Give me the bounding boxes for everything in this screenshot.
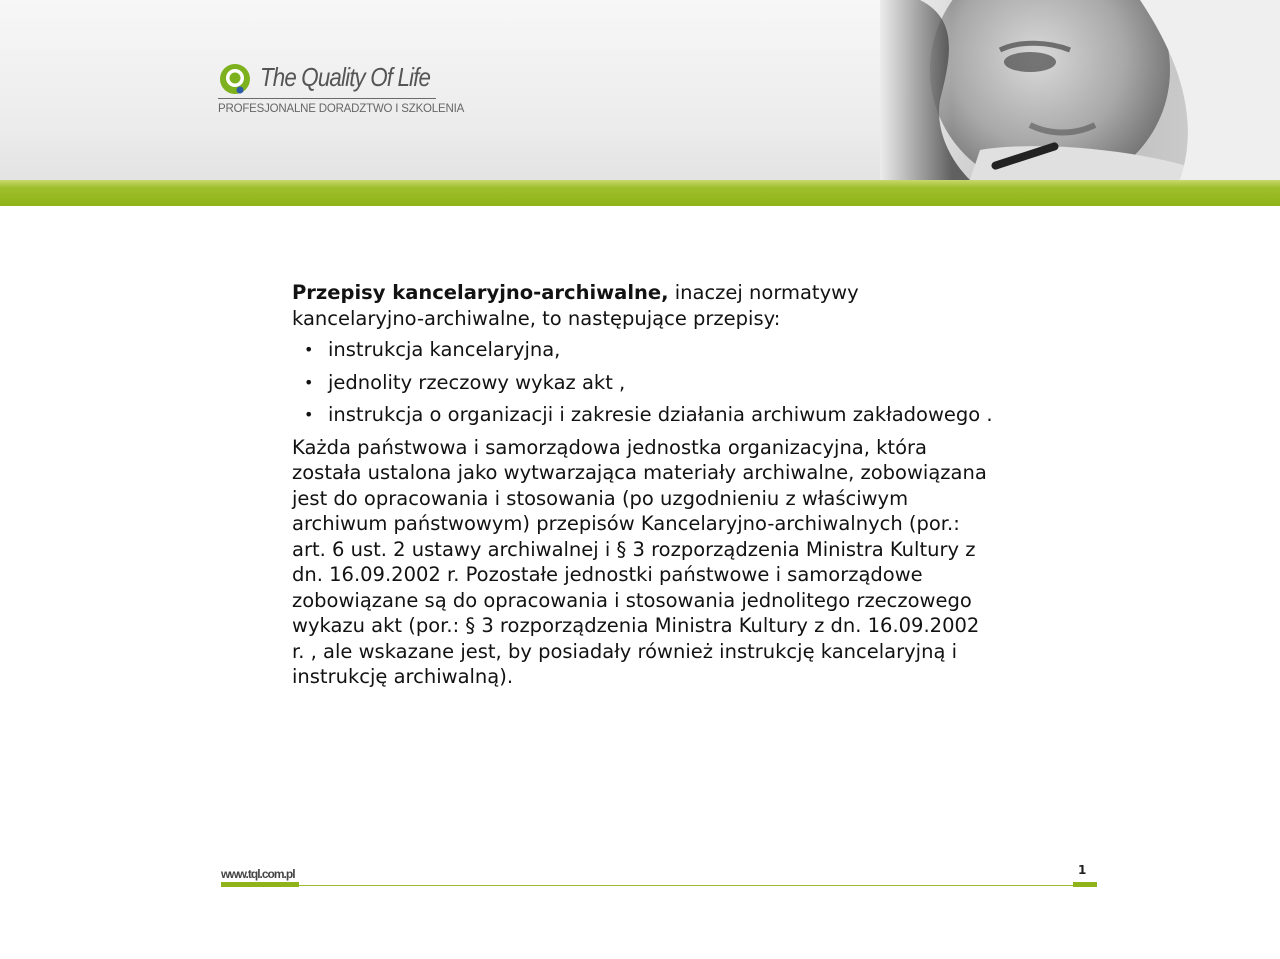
logo-name: The Quality Of Life	[260, 62, 431, 92]
q-circle-logo-icon	[218, 62, 252, 96]
footer-accent-left	[221, 882, 299, 887]
intro-lead: Przepisy kancelaryjno-archiwalne,	[292, 281, 669, 304]
intro-paragraph	[292, 280, 995, 331]
logo-divider	[218, 98, 436, 99]
bullet-list	[292, 337, 995, 428]
bullet-dot-icon: •	[304, 340, 314, 359]
header-photo	[880, 0, 1280, 180]
header-accent-bar	[0, 180, 1280, 206]
list-item	[292, 370, 995, 396]
slide-content	[292, 280, 995, 690]
intro-rest: inaczej normatywy kancelaryjno-archiwalne, to następujące przepisy:	[292, 281, 859, 330]
list-item-text: instrukcja kancelaryjna,	[328, 338, 561, 361]
list-item	[292, 402, 995, 428]
page-number: 1	[1078, 863, 1087, 877]
company-logo	[218, 60, 465, 120]
slide-header	[0, 0, 1280, 180]
footer-url: www.tql.com.pl	[221, 867, 295, 881]
list-item-text: instrukcja o organizacji i zakresie działania archiwum zakładowego .	[328, 403, 993, 426]
body-paragraph: Każda państwowa i samorządowa jednostka organizacyjna, która została ustalona jako wytwarzająca materiały archiwalne, zobowiązana jest do opracowania i stosowania (po uzgodnieniu z właściwym archiwum państwowym) przepisów Kancelaryjno-archiwalnych (por.: art. 6 ust. 2 ustawy archiwalnej i § 3 rozporządzenia Ministra Kultury z dn. 16.09.2002 r. Pozostałe jednostki państwowe i samorządowe zobowiązane są do opracowania i stosowania jednolitego rzeczowego wykazu akt (por.: § 3 rozporządzenia Ministra Kultury z dn. 16.09.2002 r. , ale wskazane jest, by posiadały również instrukcję kancelaryjną i instrukcję archiwalną).	[292, 435, 987, 688]
footer-accent-right	[1073, 882, 1097, 887]
logo-tagline: PROFESJONALNE DORADZTWO I SZKOLENIA	[218, 103, 465, 115]
list-item	[292, 337, 995, 363]
list-item-text: jednolity rzeczowy wykaz akt ,	[328, 370, 626, 394]
bullet-dot-icon: •	[304, 405, 314, 424]
portrait-photo-icon	[880, 0, 1280, 180]
footer-rule	[221, 885, 1097, 886]
bullet-dot-icon: •	[304, 372, 314, 392]
